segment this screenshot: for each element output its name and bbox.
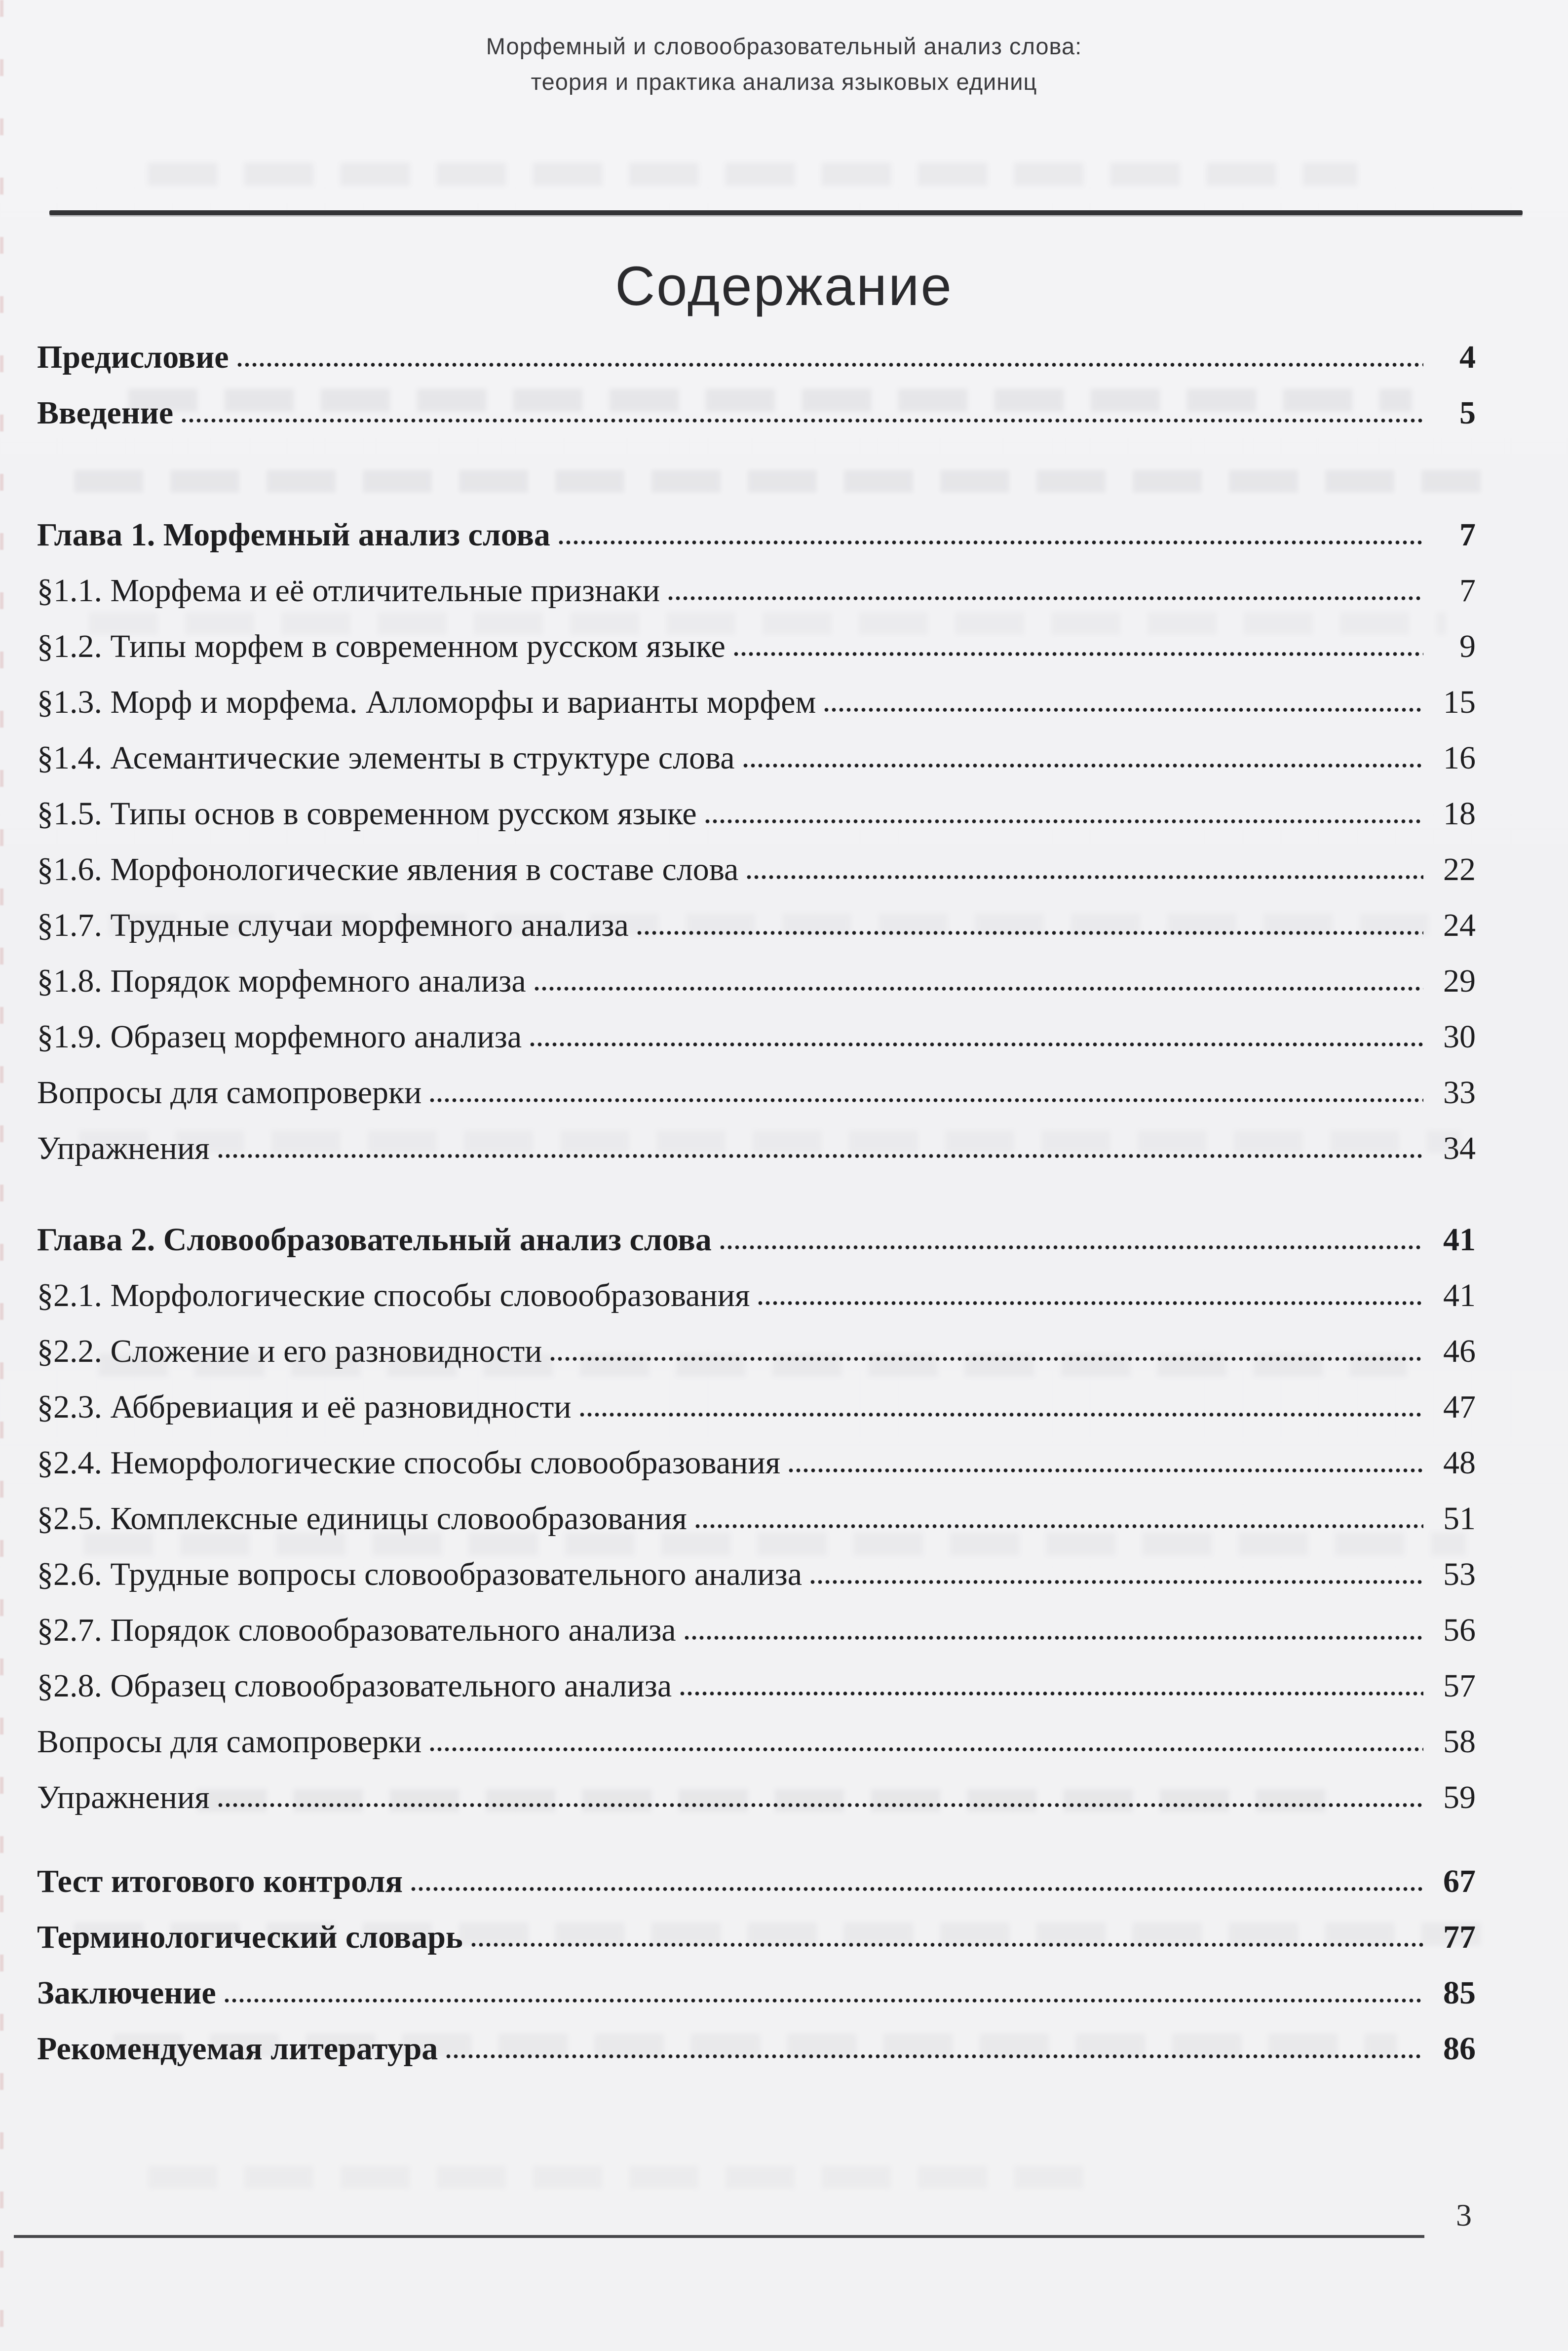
toc-entry-label: §1.5. Типы основ в современном русском языке	[37, 796, 697, 832]
toc-entry-page-number: 46	[1443, 1333, 1476, 1369]
toc-entry-label: Вопросы для самопроверки	[37, 1075, 422, 1111]
toc-entry-page-number: 56	[1443, 1612, 1476, 1648]
toc-dot-leader	[745, 874, 1423, 880]
toc-row	[37, 1223, 1476, 1256]
toc-row	[37, 2032, 1476, 2065]
toc-dot-leader	[549, 1356, 1423, 1362]
toc-dot-leader	[557, 540, 1423, 545]
toc-dot-leader	[578, 1412, 1423, 1418]
toc-row	[37, 797, 1476, 830]
toc-row	[37, 1020, 1476, 1053]
toc-row	[37, 686, 1476, 719]
toc-dot-leader	[809, 1579, 1423, 1585]
toc-row	[37, 1725, 1476, 1758]
toc-entry-label: §1.7. Трудные случаи морфемного анализа	[37, 907, 629, 943]
toc-row	[37, 341, 1476, 374]
toc-row	[37, 964, 1476, 998]
toc-entry-page-number: 34	[1443, 1130, 1476, 1166]
toc-row	[37, 741, 1476, 774]
toc-entry-label: §2.2. Сложение и его разновидности	[37, 1333, 542, 1369]
toc-entry-page-number: 59	[1443, 1779, 1476, 1815]
toc-row	[37, 1076, 1476, 1109]
toc-section	[37, 518, 1476, 1165]
toc-entry-page-number: 47	[1443, 1389, 1476, 1425]
toc-row	[37, 1558, 1476, 1591]
toc-dot-leader	[742, 763, 1423, 769]
header-divider-rule	[49, 210, 1523, 215]
toc-dot-leader	[667, 595, 1423, 601]
toc-entry-label: Вопросы для самопроверки	[37, 1724, 422, 1760]
toc-entry-page-number: 86	[1443, 2031, 1476, 2067]
toc-entry-page-number: 15	[1443, 684, 1476, 720]
toc-dot-leader	[533, 986, 1423, 992]
toc-dot-leader	[236, 362, 1423, 368]
toc-row	[37, 574, 1476, 607]
toc-entry-page-number: 41	[1443, 1222, 1476, 1258]
toc-entry-page-number: 85	[1443, 1975, 1476, 2011]
toc-entry-label: Глава 2. Словообразовательный анализ слова	[37, 1222, 712, 1258]
toc-entry-page-number: 33	[1443, 1075, 1476, 1111]
toc-dot-leader	[694, 1523, 1423, 1529]
toc-row	[37, 396, 1476, 429]
toc-entry-page-number: 58	[1443, 1724, 1476, 1760]
toc-entry-page-number: 30	[1443, 1019, 1476, 1055]
toc-entry-page-number: 4	[1459, 339, 1476, 375]
toc-entry-label: §2.5. Комплексные единицы словообразования	[37, 1501, 687, 1537]
toc-dot-leader	[217, 1153, 1423, 1159]
toc-entry-label: §2.8. Образец словообразовательного анализа	[37, 1668, 672, 1704]
toc-dot-leader	[428, 1746, 1423, 1752]
toc-entry-label: Глава 1. Морфемный анализ слова	[37, 517, 550, 553]
toc-entry-page-number: 53	[1443, 1556, 1476, 1592]
toc-row	[37, 1921, 1476, 1954]
toc-entry-label: Упражнения	[37, 1779, 210, 1815]
toc-entry-label: §1.8. Порядок морфемного анализа	[37, 963, 526, 999]
toc-entry-label: §1.4. Асемантические элементы в структуре слова	[37, 740, 735, 776]
toc-entry-label: §2.1. Морфологические способы словообразования	[37, 1277, 750, 1313]
toc-entry-label: Тест итогового контроля	[37, 1863, 403, 1899]
toc-row	[37, 853, 1476, 886]
toc-row	[37, 1335, 1476, 1368]
toc-row	[37, 1669, 1476, 1702]
toc-entry-page-number: 57	[1443, 1668, 1476, 1704]
toc-entry-label: §1.2. Типы морфем в современном русском языке	[37, 628, 726, 664]
toc-entry-label: §1.1. Морфема и её отличительные признаки	[37, 573, 660, 609]
toc-entry-page-number: 48	[1443, 1445, 1476, 1481]
toc-section	[37, 1223, 1476, 1814]
toc-row	[37, 1502, 1476, 1535]
toc-dot-leader	[719, 1244, 1423, 1250]
page-number: 3	[1456, 2197, 1472, 2233]
toc-dot-leader	[445, 2053, 1423, 2059]
toc-entry-page-number: 24	[1443, 907, 1476, 943]
toc-entry-label: Заключение	[37, 1975, 216, 2011]
toc-entry-page-number: 7	[1459, 517, 1476, 553]
toc-entry-page-number: 16	[1443, 740, 1476, 776]
toc-dot-leader	[757, 1300, 1423, 1306]
toc-entry-page-number: 9	[1459, 628, 1476, 664]
toc-entry-page-number: 77	[1443, 1919, 1476, 1955]
toc	[37, 341, 1476, 2088]
toc-dot-leader	[410, 1886, 1423, 1892]
running-header-line2: теория и практика анализа языковых единиц	[531, 69, 1037, 95]
toc-dot-leader	[529, 1041, 1423, 1047]
footer-divider-rule	[14, 2235, 1424, 2238]
toc-row	[37, 518, 1476, 551]
toc-dot-leader	[704, 818, 1423, 824]
toc-dot-leader	[217, 1802, 1423, 1808]
toc-entry-page-number: 7	[1459, 573, 1476, 609]
toc-entry-label: §1.9. Образец морфемного анализа	[37, 1019, 522, 1055]
toc-row	[37, 1446, 1476, 1479]
toc-row	[37, 909, 1476, 942]
toc-row	[37, 1390, 1476, 1424]
toc-entry-label: §1.3. Морф и морфема. Алломорфы и варианты морфем	[37, 684, 816, 720]
toc-row	[37, 630, 1476, 663]
scan-edge-artifact	[0, 0, 3, 2351]
toc-row	[37, 1781, 1476, 1814]
bleed-through-artifact	[148, 2166, 1086, 2189]
toc-entry-label: Терминологический словарь	[37, 1919, 463, 1955]
toc-entry-label: §2.4. Неморфологические способы словообразования	[37, 1445, 781, 1481]
toc-section	[37, 341, 1476, 429]
toc-entry-label: §2.6. Трудные вопросы словообразовательного анализа	[37, 1556, 803, 1592]
toc-entry-page-number: 22	[1443, 851, 1476, 887]
toc-entry-label: Рекомендуемая литература	[37, 2031, 438, 2067]
toc-dot-leader	[679, 1691, 1423, 1696]
toc-dot-leader	[732, 651, 1423, 657]
toc-entry-label: §2.7. Порядок словообразовательного анализа	[37, 1612, 676, 1648]
toc-dot-leader	[470, 1942, 1423, 1948]
toc-entry-label: §2.3. Аббревиация и её разновидности	[37, 1389, 572, 1425]
toc-entry-label: Введение	[37, 395, 174, 431]
toc-entry-page-number: 67	[1443, 1863, 1476, 1899]
toc-entry-page-number: 29	[1443, 963, 1476, 999]
toc-entry-label: §1.6. Морфонологические явления в составе слова	[37, 851, 739, 887]
toc-row	[37, 1865, 1476, 1898]
toc-row	[37, 1976, 1476, 2009]
toc-dot-leader	[636, 930, 1423, 936]
toc-dot-leader	[180, 418, 1423, 424]
running-header-line1: Морфемный и словообразовательный анализ слова:	[486, 33, 1082, 59]
running-header	[0, 29, 1568, 100]
page-title: Содержание	[615, 255, 953, 317]
toc-dot-leader	[787, 1467, 1423, 1473]
toc-entry-label: Упражнения	[37, 1130, 210, 1166]
toc-entry-page-number: 18	[1443, 796, 1476, 832]
bleed-through-artifact	[148, 163, 1357, 186]
toc-row	[37, 1132, 1476, 1165]
toc-dot-leader	[428, 1097, 1423, 1103]
toc-dot-leader	[823, 707, 1423, 713]
toc-dot-leader	[223, 1998, 1423, 2004]
toc-row	[37, 1614, 1476, 1647]
toc-dot-leader	[683, 1635, 1423, 1641]
toc-entry-label: Предисловие	[37, 339, 229, 375]
toc-section	[37, 1865, 1476, 2065]
toc-entry-page-number: 51	[1443, 1501, 1476, 1537]
toc-entry-page-number: 5	[1459, 395, 1476, 431]
toc-row	[37, 1279, 1476, 1312]
toc-entry-page-number: 41	[1443, 1277, 1476, 1313]
